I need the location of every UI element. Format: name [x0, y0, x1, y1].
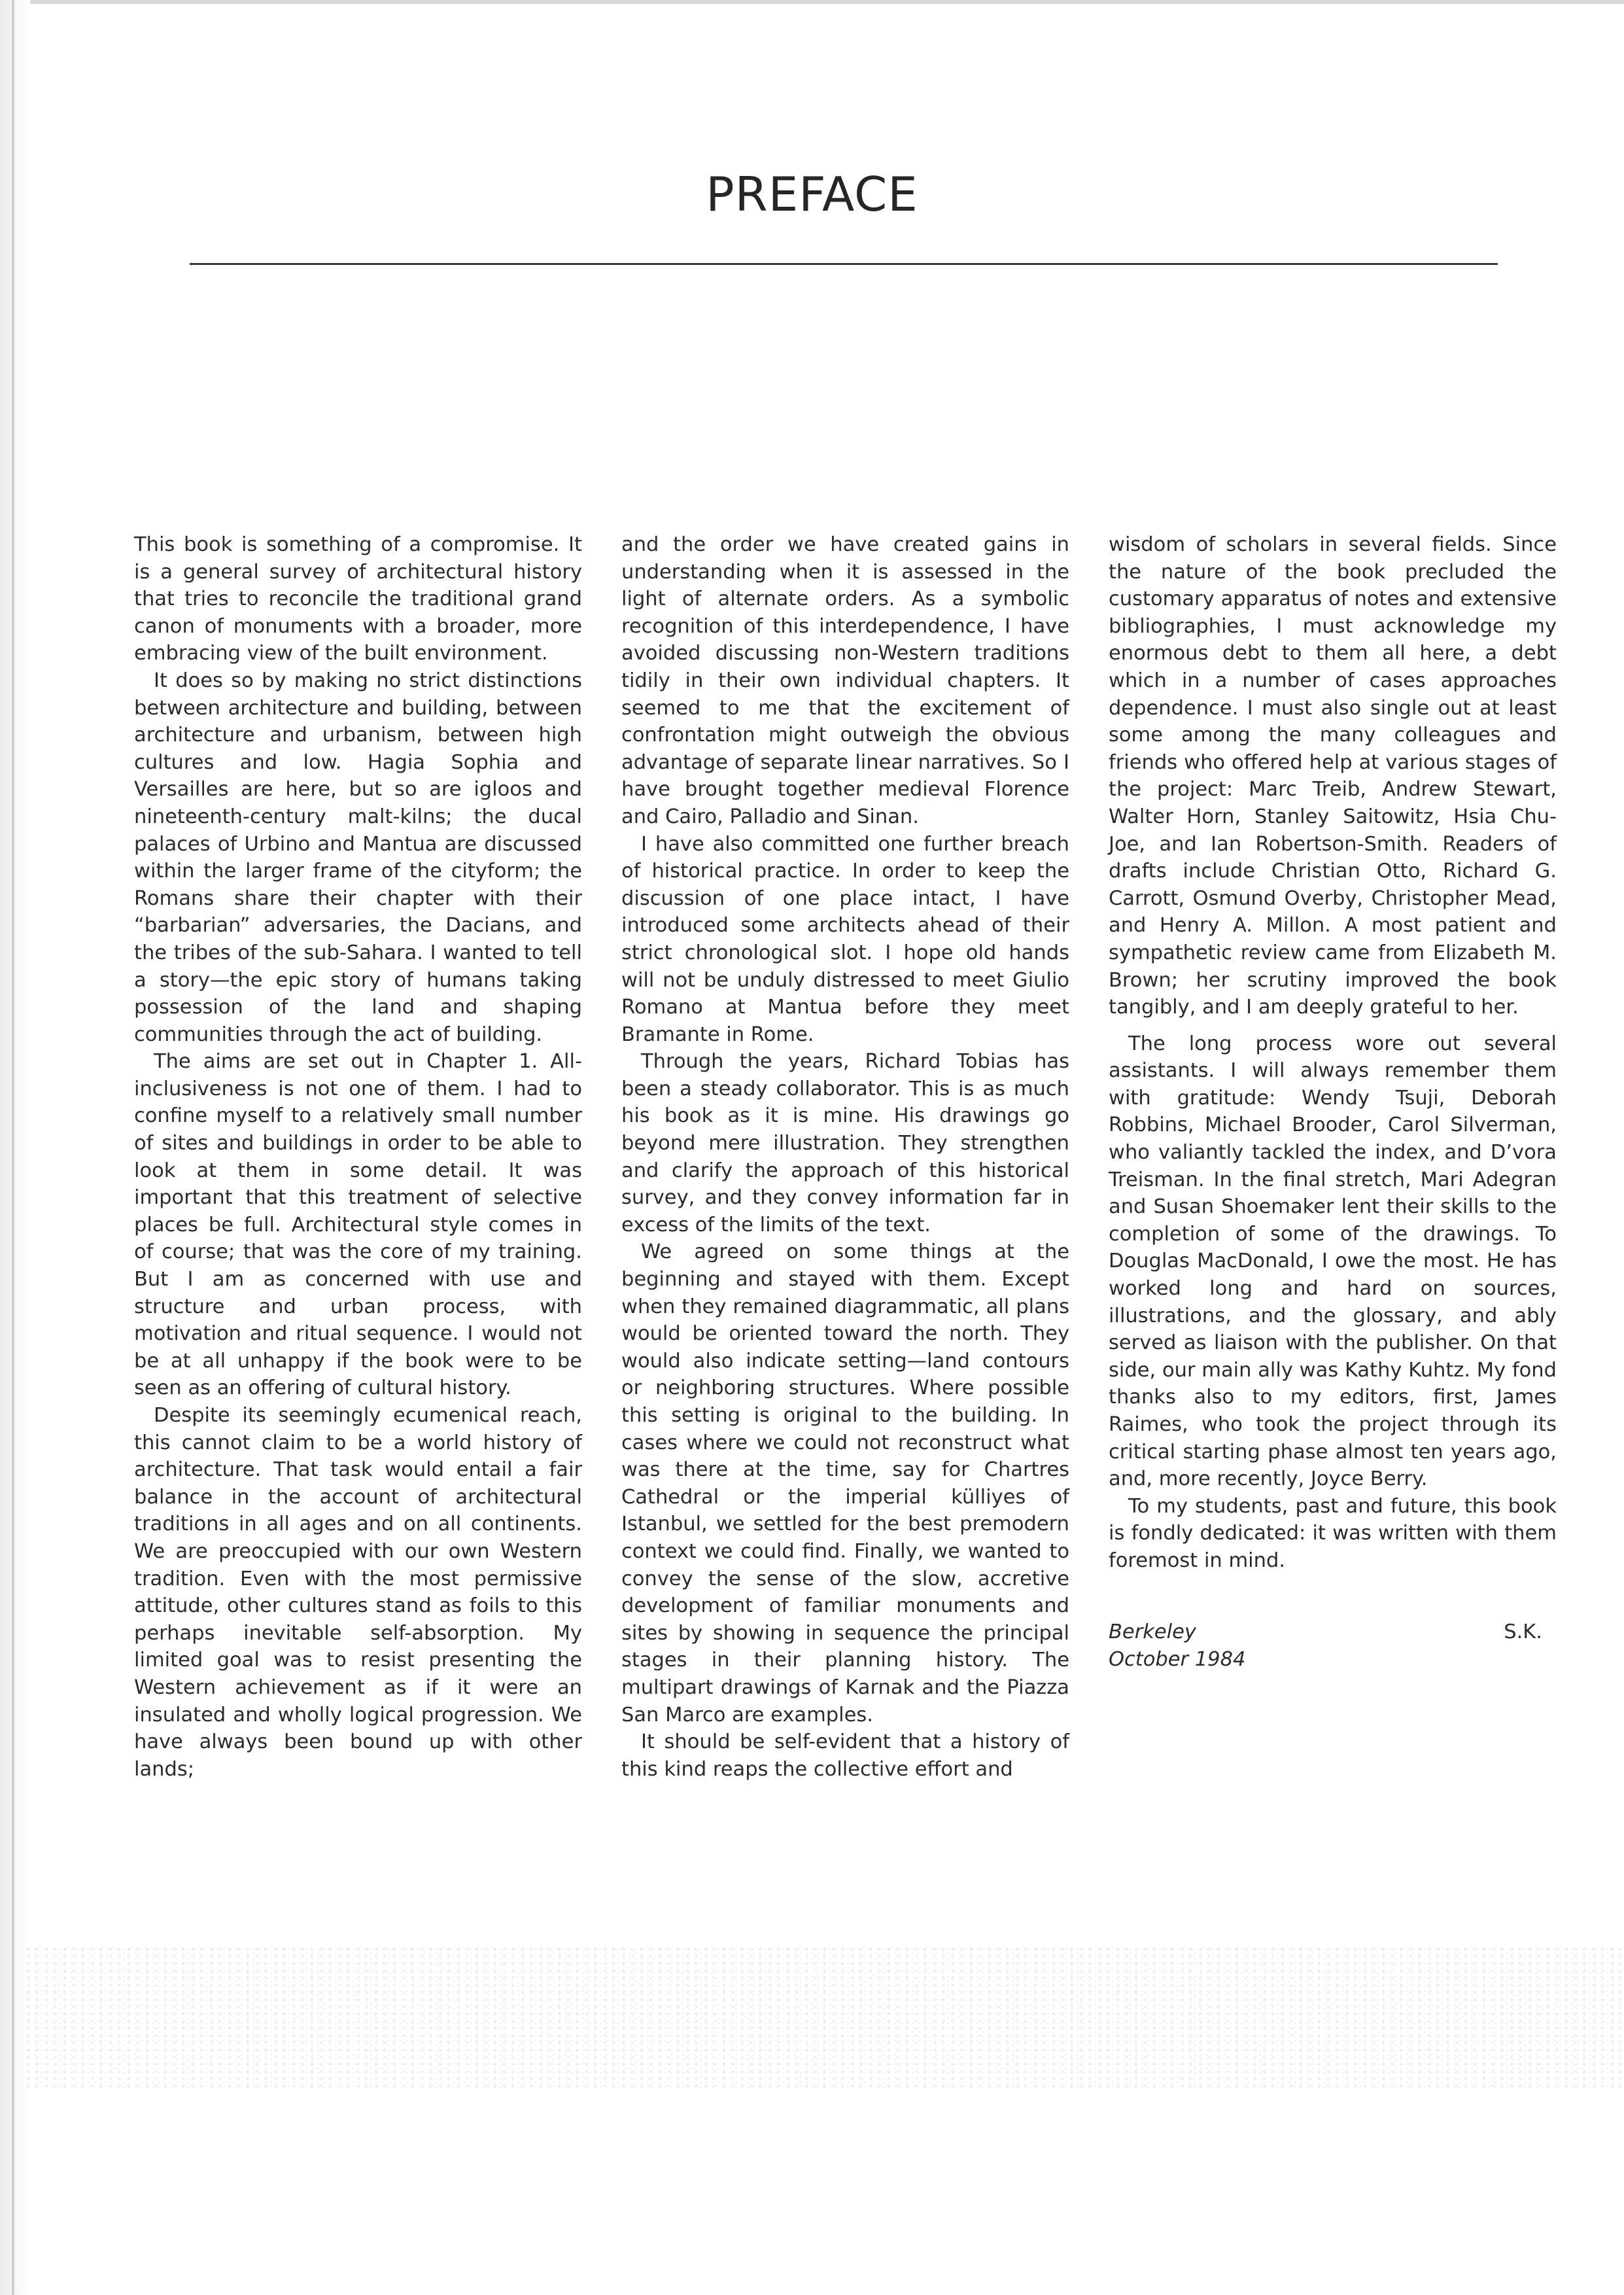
paragraph: I have also committed one further breach of historical practice. In order to keep the discussion of one place intact, I have introduced some architects ahead of their strict chronological slot. I hope old hands will not be unduly distressed to meet Giulio Romano at Mantua before they meet Bramante in Rome.	[621, 832, 1069, 1046]
signoff	[1109, 1619, 1557, 1673]
scan-noise-band	[26, 1946, 1622, 2090]
signoff-initials: S.K.	[1504, 1621, 1542, 1643]
signoff-place: Berkeley	[1109, 1621, 1196, 1643]
text-column-2	[621, 531, 1069, 1783]
paragraph: This book is something of a compromise. It is a general survey of architectural history that tries to reconcile the traditional grand canon of monuments with a broader, more embracing view of the built environment.	[134, 533, 582, 665]
paragraph: It does so by making no strict distinctions between architecture and building, between architecture and urbanism, between high cultures and low. Hagia Sophia and Versailles are here, but so are igloos and nineteenth-century malt-kilns; the ducal palaces of Urbino and Mantua are discussed within the larger frame of the cityform; the Romans share their chapter with their “barbarian” adversaries, the Dacians, and the tribes of the sub-Sahara. I wanted to tell a story—the epic story of humans taking possession of the land and shaping communities through the act of building.	[134, 669, 582, 1046]
paragraph: and the order we have created gains in understanding when it is assessed in the light of alternate orders. As a symbolic recognition of this interdependence, I have avoided discussing non-Western traditions tidily in their own individual chapters. It seemed to me that the excitement of confrontation might outweigh the obvious advantage of separate linear narratives. So I have brought together medieval Florence and Cairo, Palladio and Sinan.	[621, 533, 1069, 828]
scan-edge-top	[0, 0, 1624, 4]
text-column-1	[134, 531, 582, 1783]
paragraph: To my students, past and future, this book is fondly dedicated: it was written with them foremost in mind.	[1109, 1494, 1557, 1572]
paragraph: Through the years, Richard Tobias has been a steady collaborator. This is as much his book as it is mine. His drawings go beyond mere illustration. They strengthen and clarify the approach of this historical survey, and they convey information far in excess of the limits of the text.	[621, 1050, 1069, 1236]
signoff-date: October 1984	[1109, 1647, 1246, 1671]
paragraph: The aims are set out in Chapter 1. All-inclusiveness is not one of them. I had to confine myself to a relatively small number of sites and buildings in order to be able to look at them in some detail. It was important that this treatment of selective places be full. Architectural style comes in of course; that was the core of my training. But I am as concerned with use and structure and urban process, with motivation and ritual sequence. I would not be at all unhappy if the book were to be seen as an offering of cultural history.	[134, 1050, 582, 1400]
title-rule	[190, 263, 1498, 265]
paragraph: wisdom of scholars in several fields. Since the nature of the book precluded the customary apparatus of notes and extensive bibliographies, I must acknowledge my enormous debt to them all here, a debt which in a number of cases approaches dependence. I must also single out at least some among the many colleagues and friends who offered help at various stages of the project: Marc Treib, Andrew Stewart, Walter Horn, Stanley Saitowitz, Hsia Chu-Joe, and Ian Robertson-Smith. Readers of drafts include Christian Otto, Richard G. Carrott, Osmund Overby, Christopher Mead, and Henry A. Millon. A most patient and sympathetic review came from Elizabeth M. Brown; her scrutiny improved the book tangibly, and I am deeply grateful to her.	[1109, 533, 1557, 1019]
text-column-3	[1109, 531, 1557, 1575]
paragraph: It should be self-evident that a history of this kind reaps the collective effort and	[621, 1730, 1069, 1781]
paragraph: Despite its seemingly ecumenical reach, this cannot claim to be a world history of architecture. That task would entail a fair balance in the account of architectural traditions in all ages and on all continents. We are preoccupied with our own Western tradition. Even with the most permissive attitude, other cultures stand as foils to this perhaps inevitable self-absorption. My limited goal was to resist presenting the Western achievement as if it were an insulated and wholly logical progression. We have always been bound up with other lands;	[134, 1404, 582, 1781]
paragraph: We agreed on some things at the beginning and stayed with them. Except when they remained diagrammatic, all plans would be oriented toward the north. They would also indicate setting—land contours or neighboring structures. Where possible this setting is original to the building. In cases where we could not reconstruct what was there at the time, say for Chartres Cathedral or the imperial külliyes of Istanbul, we settled for the best premodern context we could find. Finally, we wanted to convey the sense of the slow, accretive development of familiar monuments and sites by showing in sequence the principal stages in their planning history. The multipart drawings of Karnak and the Piazza San Marco are examples.	[621, 1240, 1069, 1726]
paragraph: The long process wore out several assistants. I will always remember them with gratitude: Wendy Tsuji, Deborah Robbins, Michael Brooder, Carol Silverman, who valiantly tackled the index, and D’vora Treisman. In the final stretch, Mari Adegran and Susan Shoemaker lent their skills to the completion of some of the drawings. To Douglas MacDonald, I owe the most. He has worked long and hard on sources, illustrations, and the glossary, and ably served as liaison with the publisher. On that side, our main ally was Kathy Kuhtz. My fond thanks also to my editors, first, James Raimes, who took the project through its critical starting phase almost ten years ago, and, more recently, Joyce Berry.	[1109, 1032, 1557, 1491]
page-title: PREFACE	[706, 167, 918, 222]
